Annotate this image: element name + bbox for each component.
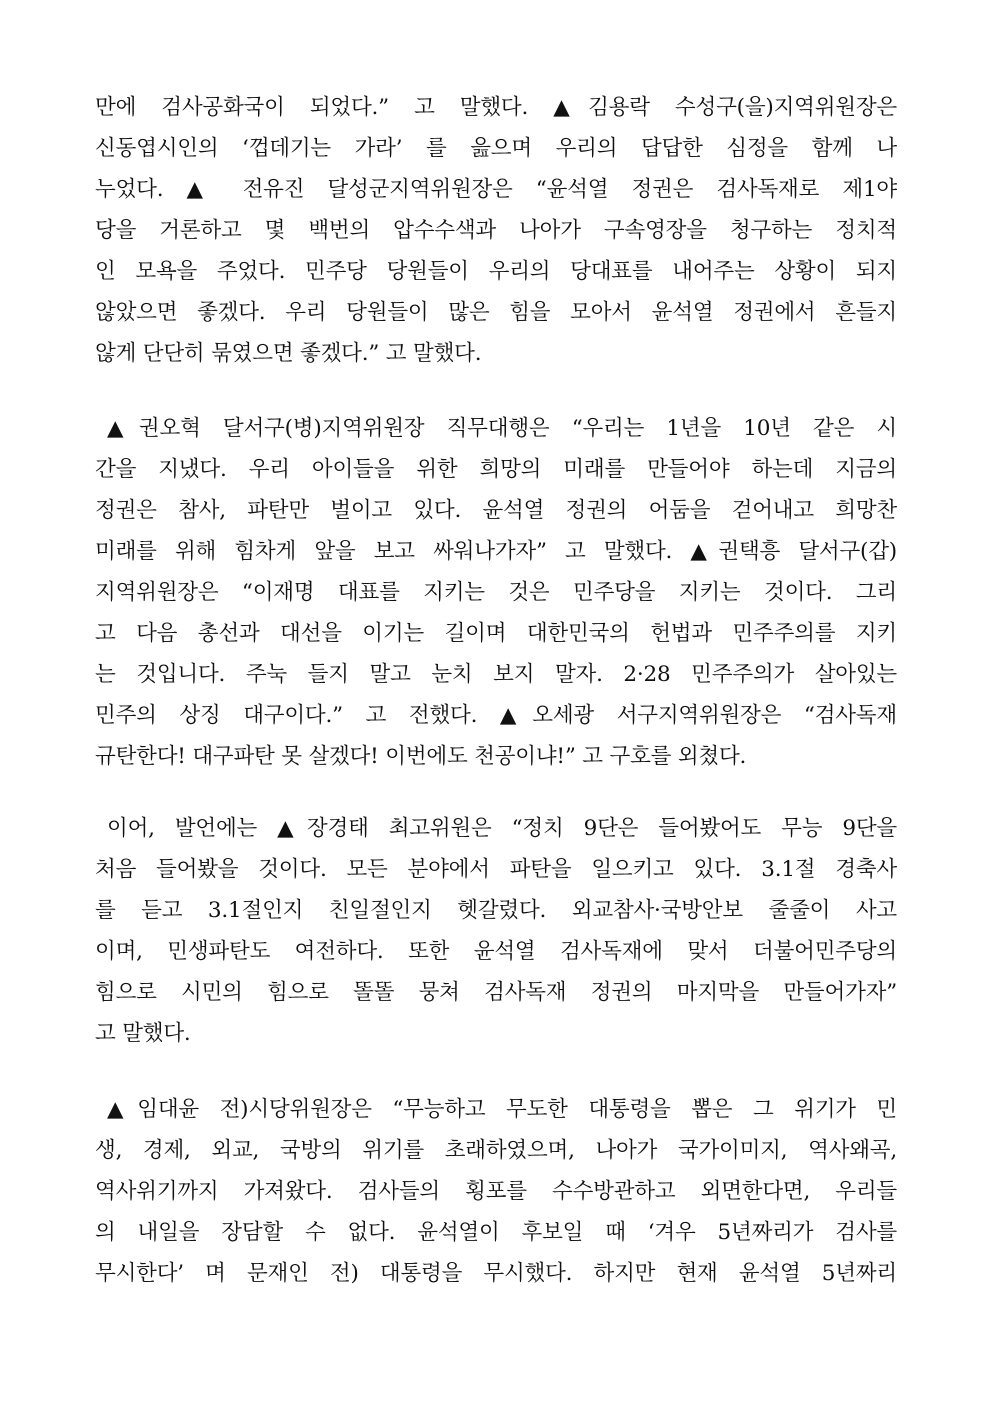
text-line: 의 내일을 장담할 수 없다. 윤석열이 후보일 때 ‘겨우 5년짜리가 검사를 [95, 1220, 897, 1245]
text-line: 미래를 위해 힘차게 앞을 보고 싸워나가자” 고 말했다. ▲권택흥 달서구(갑) [95, 539, 897, 564]
text-line: 지역위원장은 “이재명 대표를 지키는 것은 민주당을 지키는 것이다. 그리 [95, 580, 897, 605]
text-line: 인 모욕을 주었다. 민주당 당원들이 우리의 당대표를 내어주는 상황이 되지 [95, 259, 897, 284]
text-line: 이며, 민생파탄도 여전하다. 또한 윤석열 검사독재에 맞서 더불어민주당의 [95, 939, 897, 964]
paragraph-1 [95, 87, 897, 374]
text-line: 생, 경제, 외교, 국방의 위기를 초래하였으며, 나아가 국가이미지, 역사왜곡, [95, 1138, 897, 1163]
text-line: 않게 단단히 묶였으면 좋겠다.” 고 말했다. [95, 341, 482, 366]
text-line: 민주의 상징 대구이다.” 고 전했다. ▲오세광 서구지역위원장은 “검사독재 [95, 703, 897, 728]
text-line: 정권은 참사, 파탄만 벌이고 있다. 윤석열 정권의 어둠을 걷어내고 희망찬 [95, 498, 897, 523]
text-line: 힘으로 시민의 힘으로 똘똘 뭉쳐 검사독재 정권의 마지막을 만들어가자” [95, 980, 897, 1005]
paragraph-3 [95, 808, 897, 1054]
paragraph-2 [95, 408, 897, 777]
text-line: 이어, 발언에는 ▲장경태 최고위원은 “정치 9단은 들어봤어도 무능 9단을 [107, 816, 897, 841]
text-line: 당을 거론하고 몇 백번의 압수수색과 나아가 구속영장을 청구하는 정치적 [95, 218, 897, 243]
text-line: 고 다음 총선과 대선을 이기는 길이며 대한민국의 헌법과 민주주의를 지키 [95, 621, 897, 646]
text-line: 고 말했다. [95, 1021, 191, 1046]
text-line: 규탄한다! 대구파탄 못 살겠다! 이번에도 천공이냐!” 고 구호를 외쳤다. [95, 744, 747, 769]
paragraph-4 [95, 1089, 897, 1294]
text-line: 누었다. ▲ 전유진 달성군지역위원장은 “윤석열 정권은 검사독재로 제1야 [95, 177, 897, 202]
text-line: 만에 검사공화국이 되었다.” 고 말했다. ▲김용락 수성구(을)지역위원장은 [95, 95, 897, 120]
text-line: 무시한다’ 며 문재인 전) 대통령을 무시했다. 하지만 현재 윤석열 5년짜리 [95, 1261, 897, 1286]
text-line: 는 것입니다. 주눅 들지 말고 눈치 보지 말자. 2·28 민주주의가 살아있는 [95, 662, 897, 687]
text-line: 역사위기까지 가져왔다. 검사들의 횡포를 수수방관하고 외면한다면, 우리들 [95, 1179, 897, 1204]
text-line: ▲임대윤 전)시당위원장은 “무능하고 무도한 대통령을 뽑은 그 위기가 민 [107, 1097, 897, 1122]
text-line: 를 듣고 3.1절인지 친일절인지 헷갈렸다. 외교참사·국방안보 줄줄이 사고 [95, 898, 897, 923]
text-line: 처음 들어봤을 것이다. 모든 분야에서 파탄을 일으키고 있다. 3.1절 경축사 [95, 857, 897, 882]
text-line: 신동엽시인의 ‘껍데기는 가라’ 를 읊으며 우리의 답답한 심정을 함께 나 [95, 136, 897, 161]
text-line: 간을 지냈다. 우리 아이들을 위한 희망의 미래를 만들어야 하는데 지금의 [95, 457, 897, 482]
text-line: ▲권오혁 달서구(병)지역위원장 직무대행은 “우리는 1년을 10년 같은 시 [107, 416, 897, 441]
text-line: 않았으면 좋겠다. 우리 당원들이 많은 힘을 모아서 윤석열 정권에서 흔들지 [95, 300, 897, 325]
